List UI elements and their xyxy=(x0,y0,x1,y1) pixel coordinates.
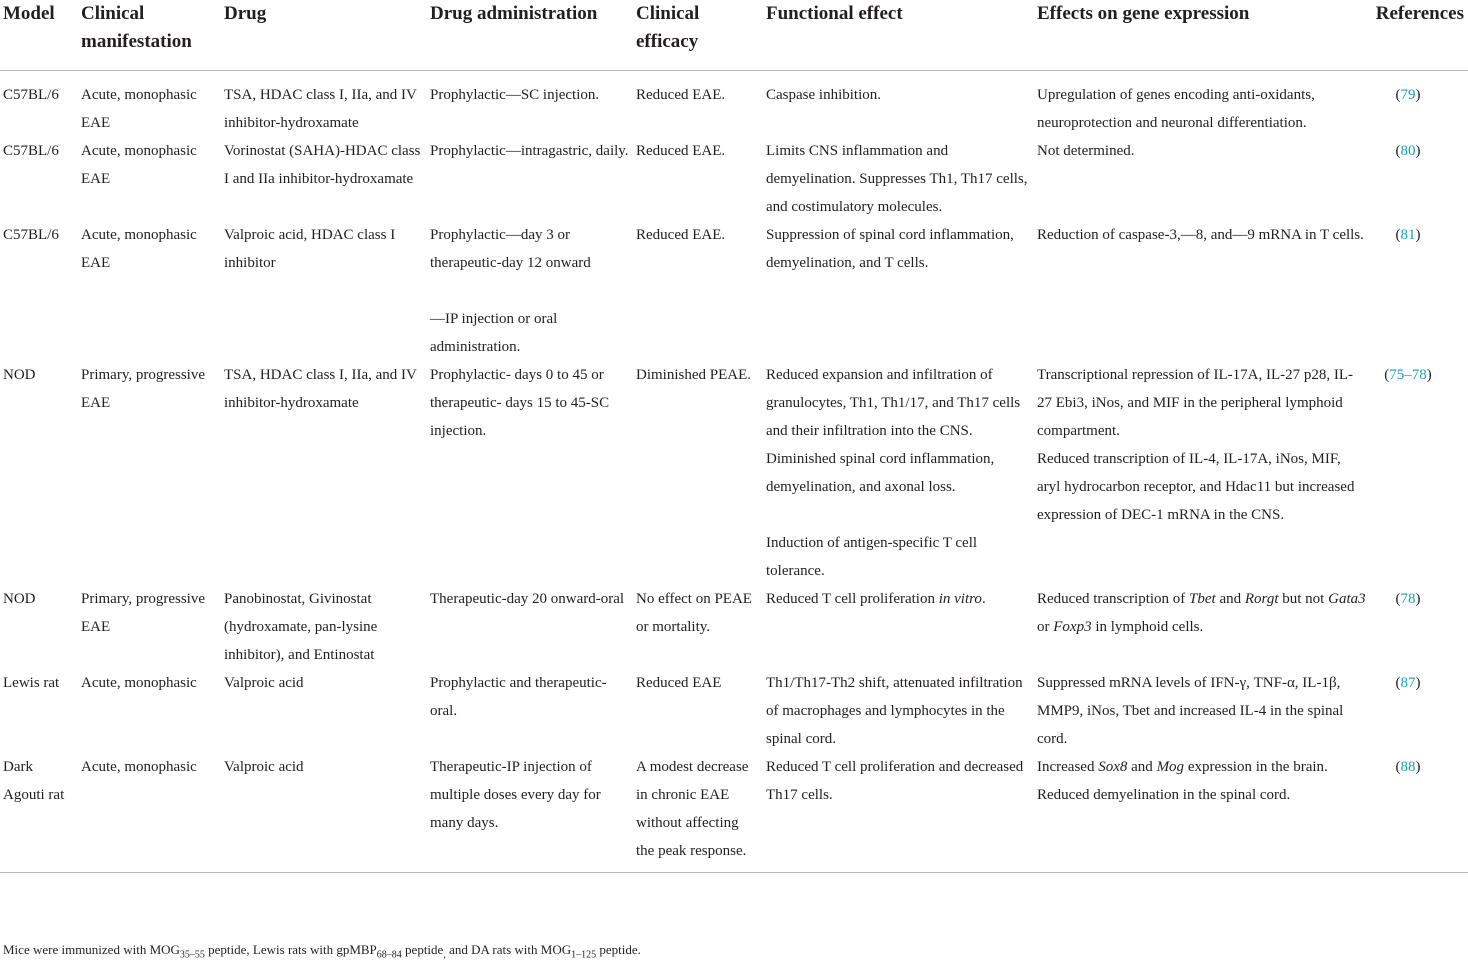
column-header-drug xyxy=(221,0,427,71)
gene-expression-paragraph xyxy=(1037,81,1366,137)
column-header-clinical-efficacy xyxy=(633,0,763,71)
header-text-line: Effects on gene expression xyxy=(1037,3,1250,24)
table-footnote xyxy=(3,940,641,960)
text-run: in vitro xyxy=(938,591,982,607)
cell-clinical-efficacy: No effect on PEAE or mortality. xyxy=(636,591,752,635)
text-run: and DA rats with MOG xyxy=(445,942,572,957)
text-run: and xyxy=(1215,591,1245,607)
reference-paren: ( xyxy=(1395,227,1401,243)
cell-functional-effect xyxy=(763,585,1034,669)
gene-expression-paragraph xyxy=(1037,781,1366,809)
cell-clinical-manifestation: Acute, monophasic xyxy=(81,675,197,691)
cell-model: C57BL/6 xyxy=(3,143,59,159)
cell-functional-effect xyxy=(763,361,1034,585)
table-body xyxy=(0,71,1468,873)
cell-drug: TSA, HDAC class I, IIa, and IV inhibitor-hydroxamate xyxy=(224,367,417,411)
cell-drug-administration xyxy=(427,71,633,138)
text-run: Reduction of caspase-3,—8, and—9 mRNA in T cells. xyxy=(1037,227,1364,243)
gene-expression-paragraph xyxy=(1037,137,1366,165)
cell-drug: Valproic acid, HDAC class I inhibitor xyxy=(224,227,396,271)
table-row xyxy=(0,361,1468,585)
table-row xyxy=(0,221,1468,361)
reference-link[interactable]: 87 xyxy=(1400,675,1416,691)
header-text-line: Clinical xyxy=(636,3,700,24)
text-run: Gata3 xyxy=(1328,591,1366,607)
text-run: Reduced T cell proliferation and decreased Th17 cells. xyxy=(766,759,1024,803)
text-run: —IP injection or oral administration. xyxy=(430,311,558,355)
text-run: Foxp3 xyxy=(1053,619,1092,635)
cell-clinical-manifestation: Acute, monophasic xyxy=(78,753,221,873)
cell-clinical-efficacy: Reduced EAE xyxy=(636,675,722,691)
text-run: Mog xyxy=(1156,759,1185,775)
table-row xyxy=(0,71,1468,138)
text-run: Increased xyxy=(1037,759,1099,775)
text-run: and xyxy=(1127,759,1157,775)
cell-clinical-manifestation: Acute, monophasic EAE xyxy=(81,87,197,131)
cell-functional-effect xyxy=(763,137,1034,221)
reference-paren: ) xyxy=(1415,87,1421,103)
gene-expression-paragraph xyxy=(1037,361,1366,445)
cell-reference xyxy=(1369,585,1468,669)
paragraph-spacer xyxy=(766,501,1031,529)
text-run: Suppressed mRNA levels of IFN-γ, TNF-α, IL-1β, MMP9, iNos, Tbet and increased IL-4 in the spinal cord. xyxy=(1037,675,1344,747)
text-run: in lymphoid cells. xyxy=(1091,619,1204,635)
gene-expression-paragraph xyxy=(1037,669,1366,753)
reference-link[interactable]: 88 xyxy=(1400,759,1416,775)
text-run: Caspase inhibition. xyxy=(766,87,881,103)
cell-model: C57BL/6 xyxy=(3,87,59,103)
cell-model: Lewis rat xyxy=(3,675,60,691)
cell-drug: Valproic acid xyxy=(224,675,304,691)
text-run: 68–84 xyxy=(376,949,402,961)
cell-gene-expression xyxy=(1034,669,1369,753)
text-run: . xyxy=(981,591,986,607)
cell-clinical-manifestation: Primary, progressive EAE xyxy=(81,591,205,635)
cell-reference xyxy=(1369,753,1468,873)
reference-paren: ( xyxy=(1395,591,1401,607)
gene-expression-paragraph xyxy=(1037,221,1366,249)
column-header-drug-administration xyxy=(427,0,633,71)
text-run: Induction of antigen-specific T cell tolerance. xyxy=(766,535,978,579)
cell-functional-effect xyxy=(763,71,1034,138)
reference-link[interactable]: 81 xyxy=(1400,227,1416,243)
text-run: peptide. xyxy=(596,942,641,957)
cell-drug: Valproic acid xyxy=(221,753,427,873)
text-run: Prophylactic and therapeutic-oral. xyxy=(430,675,607,719)
header-text-line: References xyxy=(1375,3,1464,24)
gene-expression-paragraph xyxy=(1037,753,1366,781)
cell-drug: Vorinostat (SAHA)-HDAC class I and IIa inhibitor-hydroxamate xyxy=(224,143,421,187)
header-text-line: Drug xyxy=(224,3,267,24)
header-text-line: Drug administration xyxy=(430,3,598,24)
text-run: Prophylactic—SC injection. xyxy=(430,87,600,103)
reference-paren: ) xyxy=(1415,591,1421,607)
cell-drug-administration xyxy=(427,361,633,585)
table-row xyxy=(0,137,1468,221)
cell-reference xyxy=(1369,71,1468,138)
cell-model: Dark Agouti rat xyxy=(0,753,78,873)
header-text-line: Functional effect xyxy=(766,3,903,24)
reference-paren: ) xyxy=(1415,759,1421,775)
text-run: Therapeutic-day 20 onward-oral xyxy=(430,591,625,607)
text-run: Reduced demyelination in the spinal cord. xyxy=(1037,787,1291,803)
cell-clinical-manifestation: Primary, progressive EAE xyxy=(81,367,205,411)
cell-drug: TSA, HDAC class I, IIa, and IV inhibitor-hydroxamate xyxy=(224,87,417,131)
cell-clinical-manifestation: Acute, monophasic EAE xyxy=(81,227,197,271)
cell-model: C57BL/6 xyxy=(3,227,59,243)
cell-reference xyxy=(1369,361,1468,585)
reference-paren: ( xyxy=(1395,87,1401,103)
column-header-references xyxy=(1369,0,1468,71)
reference-paren: ( xyxy=(1395,675,1401,691)
cell-gene-expression xyxy=(1034,221,1369,361)
column-header-clinical-manifestation xyxy=(78,0,221,71)
cell-drug-administration xyxy=(427,221,633,361)
reference-link[interactable]: 79 xyxy=(1400,87,1416,103)
paragraph-spacer xyxy=(430,277,630,305)
text-run: Reduced T cell proliferation xyxy=(766,591,939,607)
text-run: Reduced expansion and infiltration of granulocytes, Th1, Th1/17, and Th17 cells and their infiltration into the CNS. Diminished spinal cord inflammation, demyelination, and axonal loss. xyxy=(766,367,1021,495)
text-run: 1–125 xyxy=(571,949,597,961)
header-row xyxy=(0,0,1468,71)
reference-paren: ) xyxy=(1415,675,1421,691)
text-run: Limits CNS inflammation and demyelination. Suppresses Th1, Th17 cells, and costimulatory molecules. xyxy=(766,143,1028,215)
text-run: Rorgt xyxy=(1244,591,1279,607)
cell-gene-expression xyxy=(1034,137,1369,221)
reference-paren: ( xyxy=(1384,367,1390,383)
reference-paren: ) xyxy=(1415,143,1421,159)
reference-paren: ) xyxy=(1415,227,1421,243)
gene-expression-paragraph xyxy=(1037,445,1366,529)
text-run: Th1/Th17-Th2 shift, attenuated infiltration of macrophages and lymphocytes in the spinal cord. xyxy=(766,675,1023,747)
cell-functional-effect xyxy=(763,753,1034,873)
cell-model: NOD xyxy=(3,367,36,383)
cell-reference xyxy=(1369,137,1468,221)
cell-gene-expression xyxy=(1034,71,1369,138)
text-run: peptide, Lewis rats with gpMBP xyxy=(204,942,377,957)
text-run: Reduced transcription of IL-4, IL-17A, iNos, MIF, aryl hydrocarbon receptor, and Hdac11 but increased expression of DEC-1 mRNA in the CNS. xyxy=(1037,451,1355,523)
cell-functional-effect xyxy=(763,669,1034,753)
cell-gene-expression xyxy=(1034,753,1369,873)
text-run: Upregulation of genes encoding anti-oxidants, neuroprotection and neuronal differentiation. xyxy=(1037,87,1315,131)
table-row xyxy=(0,669,1468,753)
reference-link[interactable]: 78 xyxy=(1400,591,1416,607)
cell-clinical-efficacy: A modest decrease in chronic EAE without affecting the peak response. xyxy=(633,753,763,873)
header-text-line: manifestation xyxy=(81,31,192,52)
cell-clinical-efficacy: Reduced EAE. xyxy=(636,87,726,103)
column-header-model xyxy=(0,0,78,71)
cell-clinical-efficacy: Reduced EAE. xyxy=(636,143,726,159)
text-run: Transcriptional repression of IL-17A, IL-27 p28, IL-27 Ebi3, iNos, and MIF in the peripheral lymphoid compartment. xyxy=(1037,367,1354,439)
cell-functional-effect xyxy=(763,221,1034,361)
cell-gene-expression xyxy=(1034,361,1369,585)
cell-gene-expression xyxy=(1034,585,1369,669)
text-run: expression in the brain. xyxy=(1184,759,1328,775)
cell-drug-administration xyxy=(427,753,633,873)
reference-link[interactable]: 75–78 xyxy=(1389,367,1427,383)
text-run: 35–55 xyxy=(179,949,205,961)
cell-model: NOD xyxy=(3,591,36,607)
gene-expression-paragraph xyxy=(1037,585,1366,641)
text-run: Tbet xyxy=(1189,591,1216,607)
header-text-line: Clinical xyxy=(81,3,145,24)
cell-clinical-manifestation: Acute, monophasic EAE xyxy=(81,143,197,187)
cell-clinical-efficacy: Reduced EAE. xyxy=(636,227,726,243)
cell-clinical-efficacy: Diminished PEAE. xyxy=(636,367,751,383)
text-run: Prophylactic—intragastric, daily. xyxy=(430,143,629,159)
text-run: or xyxy=(1037,619,1054,635)
text-run: Reduced transcription of xyxy=(1037,591,1190,607)
text-run: Suppression of spinal cord inflammation, demyelination, and T cells. xyxy=(766,227,1014,271)
table-row xyxy=(0,753,1468,873)
text-run: Prophylactic- days 0 to 45 or therapeutic- days 15 to 45-SC injection. xyxy=(430,367,610,439)
cell-drug-administration xyxy=(427,137,633,221)
table-row xyxy=(0,585,1468,669)
text-run: Not determined. xyxy=(1037,143,1135,159)
reference-paren: ( xyxy=(1395,759,1401,775)
text-run: peptide xyxy=(401,942,444,957)
cell-drug: Panobinostat, Givinostat (hydroxamate, pan-lysine inhibitor), and Entinostat xyxy=(224,591,378,663)
header-text-line: efficacy xyxy=(636,31,699,52)
column-header-gene-expression xyxy=(1034,0,1369,71)
reference-link[interactable]: 80 xyxy=(1400,143,1416,159)
text-run: Mice were immunized with MOG xyxy=(3,942,180,957)
text-run: Sox8 xyxy=(1098,759,1128,775)
cell-drug-administration xyxy=(427,669,633,753)
text-run: Prophylactic—day 3 or therapeutic-day 12 onward xyxy=(430,227,591,271)
column-header-functional-effect xyxy=(763,0,1034,71)
cell-reference xyxy=(1369,221,1468,361)
reference-paren: ( xyxy=(1395,143,1401,159)
header-text-line: Model xyxy=(3,3,55,24)
text-run: but not xyxy=(1278,591,1329,607)
reference-paren: ) xyxy=(1426,367,1432,383)
cell-reference xyxy=(1369,669,1468,753)
text-run: Therapeutic-IP injection of multiple doses every day for many days. xyxy=(430,759,601,831)
cell-drug-administration xyxy=(427,585,633,669)
text-run: , xyxy=(443,949,446,961)
